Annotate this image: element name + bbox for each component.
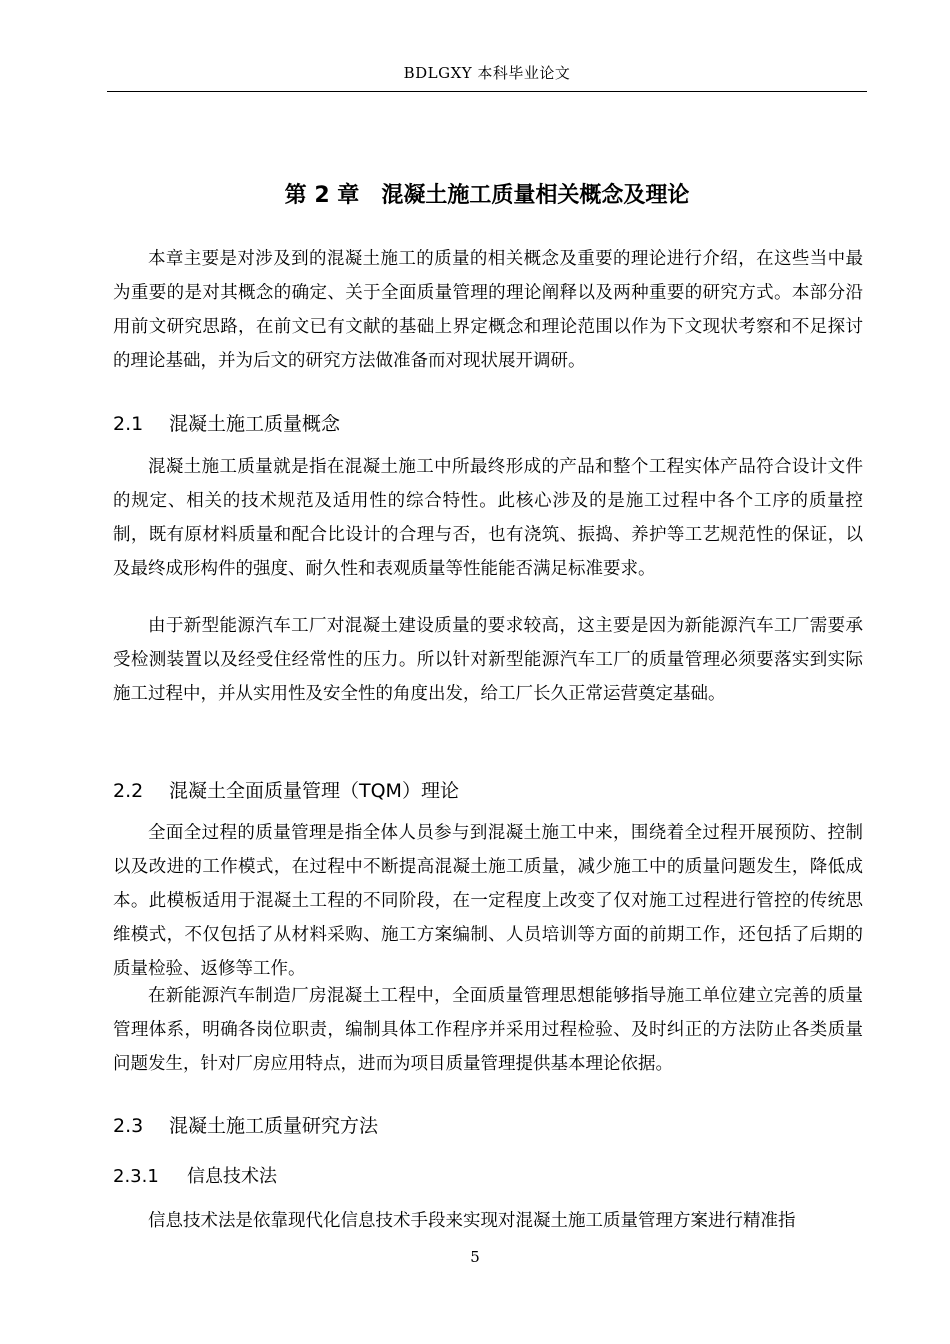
- subsection-2-3-1-paragraph: 信息技术法是依靠现代化信息技术手段来实现对混凝土施工质量管理方案进行精准指: [148, 1211, 796, 1231]
- section-2-1-paragraph-2: 由于新型能源汽车工厂对混凝土建设质量的要求较高，这主要是因为新能源汽车工厂需要承受检测装置以及经受住经常性的压力。所以针对新型能源汽车工厂的质量管理必须要落实到实际施工过程中，并从实用性及安全性的角度出发，给工厂长久正常运营奠定基础。: [113, 616, 863, 704]
- section-heading-2-2: [113, 776, 459, 806]
- subsection-heading-2-3-1: [113, 1162, 277, 1192]
- section-2-2-paragraph-2: 在新能源汽车制造厂房混凝土工程中，全面质量管理思想能够指导施工单位建立完善的质量管理体系，明确各岗位职责，编制具体工作程序并采用过程检验、及时纠正的方法防止各类质量问题发生，针对厂房应用特点，进而为项目质量管理提供基本理论依据。: [113, 986, 863, 1074]
- section-heading-2-3: [113, 1111, 378, 1141]
- chapter-intro-paragraph: 本章主要是对涉及到的混凝土施工的质量的相关概念及重要的理论进行介绍，在这些当中最为重要的是对其概念的确定、关于全面质量管理的理论阐释以及两种重要的研究方式。本部分沿用前文研究思路，在前文已有文献的基础上界定概念和理论范围以作为下文现状考察和不足探讨的理论基础，并为后文的研究方法做准备而对现状展开调研。: [113, 249, 863, 371]
- subsection-number: 2.3.1: [113, 1166, 159, 1187]
- section-title: 混凝土全面质量管理（TQM）理论: [169, 780, 459, 802]
- subsection-title: 信息技术法: [187, 1166, 277, 1187]
- section-title: 混凝土施工质量概念: [169, 413, 341, 435]
- section-title: 混凝土施工质量研究方法: [169, 1115, 379, 1137]
- chapter-number: 第 2 章: [284, 183, 360, 208]
- section-2-1-paragraph-1: 混凝土施工质量就是指在混凝土施工中所最终形成的产品和整个工程实体产品符合设计文件的规定、相关的技术规范及适用性的综合特性。此核心涉及的是施工过程中各个工序的质量控制，既有原材料质量和配合比设计的合理与否，也有浇筑、振捣、养护等工艺规范性的保证，以及最终成形构件的强度、耐久性和表观质量等性能能否满足标准要求。: [113, 457, 863, 579]
- section-heading-2-1: [113, 409, 340, 439]
- section-number: 2.2: [113, 780, 144, 802]
- page-number: 5: [470, 1248, 480, 1266]
- chapter-title: [107, 178, 867, 209]
- running-header: BDLGXY 本科毕业论文: [403, 64, 571, 82]
- section-number: 2.3: [113, 1115, 144, 1137]
- chapter-title-text: 混凝土施工质量相关概念及理论: [381, 183, 690, 208]
- section-number: 2.1: [113, 413, 144, 435]
- header-divider: [107, 91, 867, 92]
- section-2-2-paragraph-1: 全面全过程的质量管理是指全体人员参与到混凝土施工中来，围绕着全过程开展预防、控制以及改进的工作模式，在过程中不断提高混凝土施工质量，减少施工中的质量问题发生，降低成本。此模板适用于混凝土工程的不同阶段，在一定程度上改变了仅对施工过程进行管控的传统思维模式，不仅包括了从材料采购、施工方案编制、人员培训等方面的前期工作，还包括了后期的质量检验、返修等工作。: [113, 823, 863, 979]
